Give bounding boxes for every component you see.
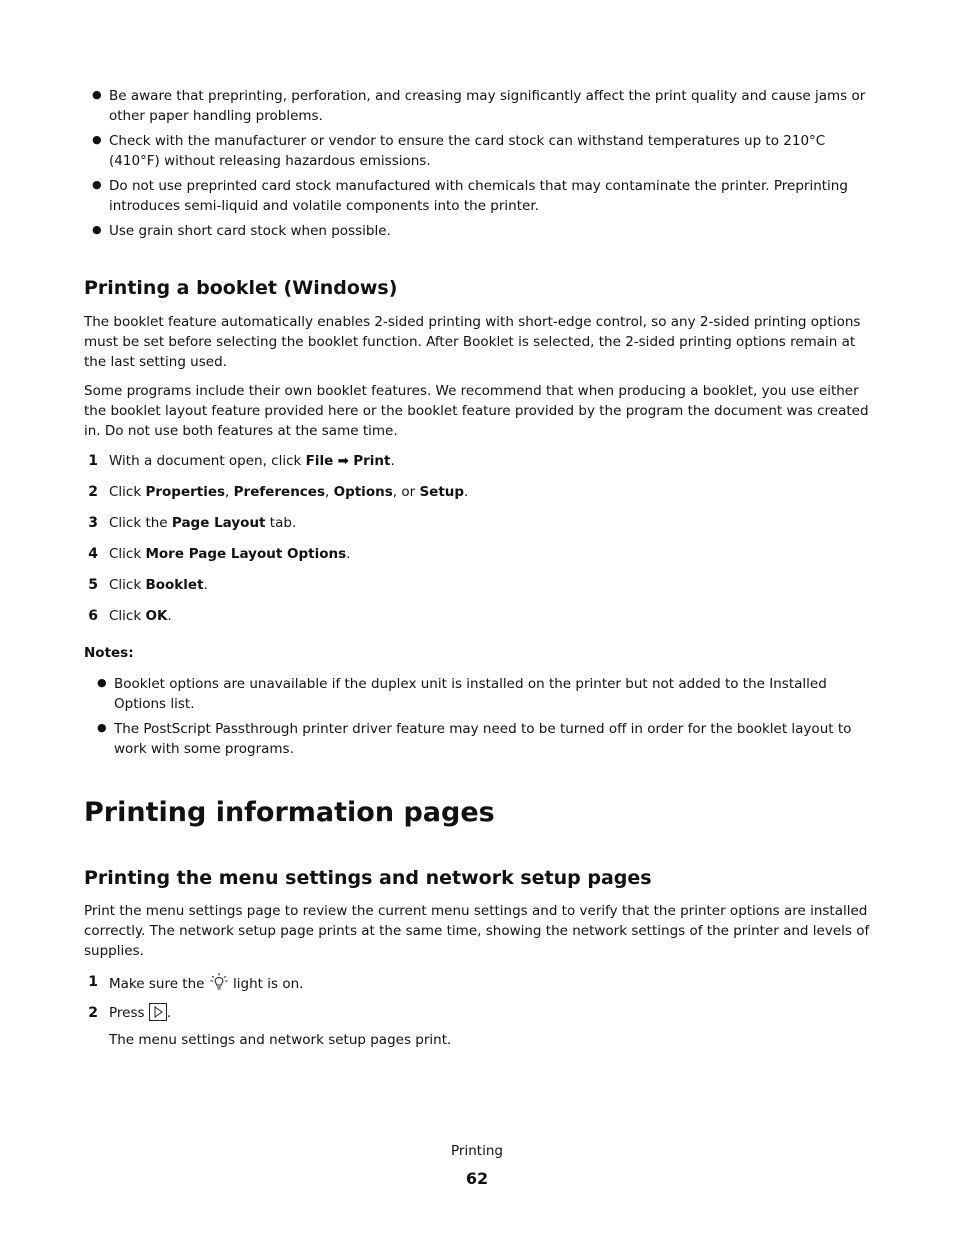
step-text <box>109 575 208 595</box>
step-ui-label: Setup <box>419 484 465 500</box>
play-button-icon <box>149 1003 167 1027</box>
step-number: 3 <box>88 515 98 531</box>
bullet-dot: ● <box>92 88 102 101</box>
step-number: 1 <box>88 974 98 990</box>
step-number: 5 <box>88 577 98 593</box>
chapter-heading-information-pages: Printing information pages <box>84 797 495 828</box>
step-number: 6 <box>88 608 98 624</box>
booklet-paragraph-1: The booklet feature automatically enables 2-sided printing with short-edge control, so any 2-sided printing options must be set before selecting the booklet function. After Booklet is selected, the 2-sided printing options remain at the last setting used. <box>84 314 861 370</box>
info-paragraph: Print the menu settings page to review the current menu settings and to verify that the printer options are installed correctly. The network setup page prints at the same time, showing the network settings of the printer and levels of supplies. <box>84 903 870 959</box>
bullet-dot: ● <box>92 223 102 236</box>
intro-bullet-item: Be aware that preprinting, perforation, and creasing may significantly affect the print quality and cause jams or other paper handling problems. <box>109 88 866 124</box>
intro-bullet-item: Do not use preprinted card stock manufactured with chemicals that may contaminate the printer. Preprinting introduces semi-liquid and volatile components into the printer. <box>109 178 848 214</box>
bullet-dot: ● <box>92 178 102 191</box>
step-ui-label: File <box>305 453 334 469</box>
step-text-part: tab. <box>265 515 297 531</box>
step-text-part: , <box>325 484 334 500</box>
booklet-paragraph-2: Some programs include their own booklet features. We recommend that when producing a booklet, you use either the booklet layout feature provided here or the booklet feature provided by the program the document was created in. Do not use both features at the same time. <box>84 383 869 439</box>
step-text-part: Click <box>109 577 146 593</box>
step-text-part: . <box>346 546 351 562</box>
section-heading-booklet: Printing a booklet (Windows) <box>84 277 398 299</box>
note-item: The PostScript Passthrough printer driver feature may need to be turned off in order for the booklet layout to work with some programs. <box>114 721 852 757</box>
step-text-part: Press <box>109 1005 149 1021</box>
footer-section-name: Printing <box>451 1143 503 1159</box>
bullet-dot: ● <box>92 133 102 146</box>
section-heading-menu-settings: Printing the menu settings and network setup pages <box>84 867 652 889</box>
note-item: Booklet options are unavailable if the duplex unit is installed on the printer but not added to the Installed Options list. <box>114 676 827 712</box>
step-text <box>109 451 395 471</box>
step-ui-label: Preferences <box>233 484 325 500</box>
step-ui-label: Properties <box>145 484 226 500</box>
bullet-dot: ● <box>97 721 107 734</box>
step-text-part: With a document open, click <box>109 453 306 469</box>
arrow-icon: ➡ <box>337 453 349 469</box>
step-text-part: , <box>225 484 234 500</box>
intro-bullet-item: Use grain short card stock when possible. <box>109 223 391 239</box>
step-number: 2 <box>88 1005 98 1021</box>
step-text <box>109 606 172 626</box>
light-bulb-icon <box>209 972 229 998</box>
step-text <box>109 972 303 998</box>
step-text-part: light is on. <box>228 976 304 992</box>
bullet-dot: ● <box>97 676 107 689</box>
step-text-part: , or <box>392 484 420 500</box>
step-text-part: . <box>203 577 208 593</box>
step-result-text: The menu settings and network setup pages print. <box>109 1032 452 1048</box>
step-text-part: Make sure the <box>109 976 209 992</box>
step-ui-label: Page Layout <box>171 515 266 531</box>
step-text-part: Click the <box>109 515 172 531</box>
step-text <box>109 1003 171 1027</box>
step-ui-label: Options <box>333 484 393 500</box>
step-text <box>109 482 468 502</box>
step-ui-label: Booklet <box>145 577 204 593</box>
intro-bullet-item: Check with the manufacturer or vendor to ensure the card stock can withstand temperatures up to 210°C (410°F) without releasing hazardous emissions. <box>109 133 826 169</box>
step-text-part: Click <box>109 608 146 624</box>
step-text-part: . <box>167 608 172 624</box>
step-text <box>109 513 296 533</box>
step-ui-label: More Page Layout Options <box>145 546 347 562</box>
step-ui-label: Print <box>353 453 391 469</box>
step-text-part: Click <box>109 484 146 500</box>
step-number: 2 <box>88 484 98 500</box>
step-number: 1 <box>88 453 98 469</box>
notes-label: Notes: <box>84 645 134 661</box>
step-text-part: . <box>464 484 469 500</box>
page-number: 62 <box>465 1169 489 1188</box>
step-text <box>109 544 350 564</box>
step-ui-label: OK <box>145 608 168 624</box>
step-text-part: . <box>166 1005 172 1021</box>
step-number: 4 <box>88 546 98 562</box>
step-text-part: Click <box>109 546 146 562</box>
step-text-part: . <box>390 453 395 469</box>
